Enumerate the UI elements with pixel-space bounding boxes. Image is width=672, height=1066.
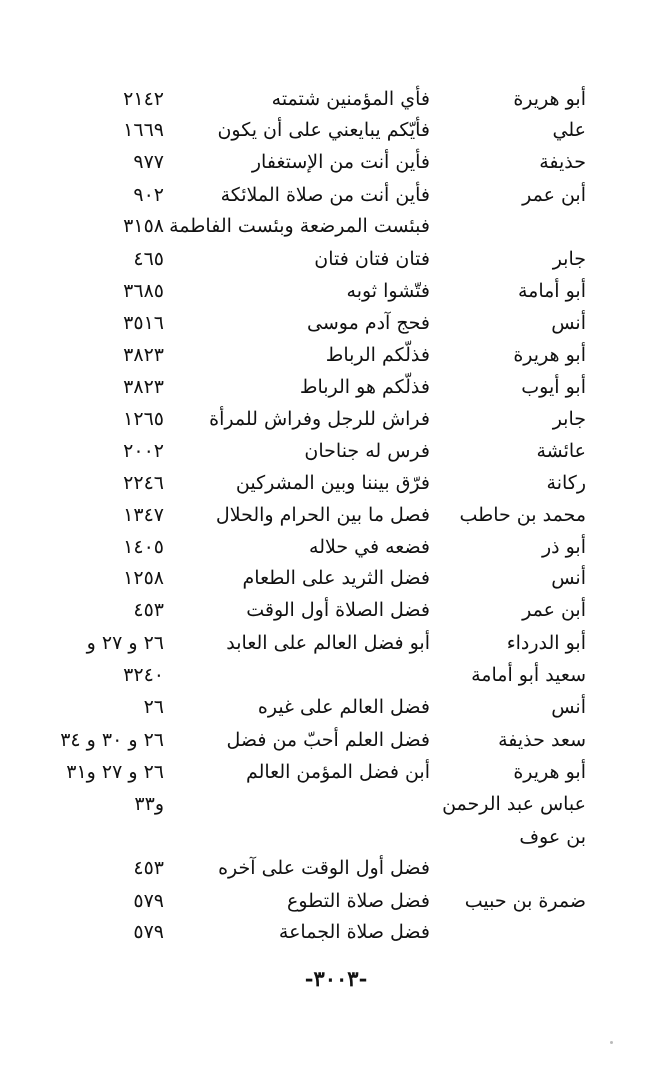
index-row <box>0 595 672 625</box>
hadith-text: فرّق بيننا وبين المشركين <box>235 472 430 494</box>
hadith-text: فبئست المرضعة وبئست الفاطمة <box>169 215 430 237</box>
hadith-number: ٣٦٨٥ <box>123 280 164 302</box>
index-row <box>0 115 672 145</box>
narrator-name: أنس <box>551 312 586 334</box>
narrator-name: أبو الدرداء <box>506 632 586 654</box>
page-number: -٣٠٠٣- <box>304 966 368 991</box>
hadith-text: فأيّكم يبايعني على أن يكون <box>217 119 430 141</box>
index-row <box>0 372 672 402</box>
index-row <box>0 468 672 498</box>
hadith-number: ١٦٦٩ <box>123 119 164 141</box>
narrator-name: أبن عمر <box>522 184 586 206</box>
narrator-name: أبو هريرة <box>513 761 586 783</box>
index-row <box>0 789 672 819</box>
index-row <box>0 660 672 690</box>
hadith-text: فضل أول الوقت على آخره <box>218 857 430 879</box>
index-row <box>0 853 672 883</box>
hadith-text: فتّشوا ثوبه <box>346 280 430 302</box>
hadith-number: ٤٦٥ <box>133 248 164 270</box>
hadith-number: ٩٠٢ <box>133 184 164 206</box>
hadith-number: ١٢٦٥ <box>123 408 164 430</box>
index-row <box>0 180 672 210</box>
hadith-number: ٢٦ و ٣٠ و ٣٤ <box>60 729 164 751</box>
narrator-name: أنس <box>551 696 586 718</box>
hadith-number: ٣٥١٦ <box>123 312 164 334</box>
hadith-text: فضل الثريد على الطعام <box>242 567 430 589</box>
hadith-number: ١٤٠٥ <box>123 536 164 558</box>
hadith-text: فرس له جناحان <box>304 440 430 462</box>
hadith-number: ٢١٤٢ <box>123 88 164 110</box>
index-row <box>0 563 672 593</box>
narrator-name: أبو أمامة <box>517 280 586 302</box>
hadith-text: فأين أنت من الإستغفار <box>251 151 430 173</box>
hadith-text: فضعه في حلاله <box>309 536 430 558</box>
narrator-name: سعيد أبو أمامة <box>471 664 586 686</box>
index-row <box>0 822 672 852</box>
hadith-text: فذلّكم هو الرباط <box>299 376 430 398</box>
index-row <box>0 244 672 274</box>
hadith-text: فضل صلاة الجماعة <box>278 921 430 943</box>
hadith-number: ٩٧٧ <box>133 151 164 173</box>
hadith-number: ٢٦ <box>143 696 164 718</box>
narrator-name: بن عوف <box>519 826 586 848</box>
hadith-text: فأين أنت من صلاة الملائكة <box>220 184 430 206</box>
hadith-text: فضل العالم على غيره <box>257 696 430 718</box>
index-row <box>0 147 672 177</box>
hadith-number: ٣٢٤٠ <box>123 664 164 686</box>
index-row <box>0 532 672 562</box>
hadith-number: ٣٨٢٣ <box>123 376 164 398</box>
hadith-number: ٥٧٩ <box>133 921 164 943</box>
index-row <box>0 436 672 466</box>
hadith-number: ٤٥٣ <box>133 599 164 621</box>
index-row <box>0 276 672 306</box>
hadith-text: فضل العلم أحبّ من فضل <box>226 729 430 751</box>
narrator-name: أبو ذر <box>541 536 586 558</box>
index-row <box>0 757 672 787</box>
hadith-text: فصل ما بين الحرام والحلال <box>215 504 430 526</box>
narrator-name: جابر <box>552 408 586 430</box>
narrator-name: جابر <box>552 248 586 270</box>
hadith-text: أبن فضل المؤمن العالم <box>245 761 430 783</box>
index-row <box>0 500 672 530</box>
index-row <box>0 725 672 755</box>
hadith-text: فتان فتان فتان <box>314 248 430 270</box>
narrator-name: أبو هريرة <box>513 344 586 366</box>
hadith-number: ٥٧٩ <box>133 890 164 912</box>
narrator-name: محمد بن حاطب <box>459 504 586 526</box>
narrator-name: عائشة <box>536 440 586 462</box>
narrator-name: سعد حذيفة <box>498 729 586 751</box>
hadith-text: فراش للرجل وفراش للمرأة <box>209 408 430 430</box>
hadith-number: ٢٠٠٢ <box>123 440 164 462</box>
scan-speck <box>610 1041 613 1044</box>
narrator-name: أبو أيوب <box>521 376 586 398</box>
hadith-text: فأي المؤمنين شتمته <box>271 88 430 110</box>
hadith-number: ٢٦ و ٢٧ و <box>86 632 164 654</box>
index-row <box>0 917 672 947</box>
hadith-text: فحج آدم موسى <box>307 312 430 334</box>
hadith-number: ١٣٤٧ <box>123 504 164 526</box>
narrator-name: ضمرة بن حبيب <box>464 890 586 912</box>
narrator-name: حذيفة <box>539 151 586 173</box>
index-row <box>0 340 672 370</box>
hadith-number: ١٢٥٨ <box>123 567 164 589</box>
hadith-number: ٢٢٤٦ <box>123 472 164 494</box>
narrator-name: أبن عمر <box>522 599 586 621</box>
narrator-name: عباس عبد الرحمن <box>442 793 586 815</box>
hadith-number: ٤٥٣ <box>133 857 164 879</box>
index-row <box>0 692 672 722</box>
index-row <box>0 84 672 114</box>
hadith-number: ٣٨٢٣ <box>123 344 164 366</box>
narrator-name: علي <box>552 119 586 141</box>
narrator-name: أبو هريرة <box>513 88 586 110</box>
hadith-text: فضل صلاة التطوع <box>287 890 430 912</box>
narrator-name: أنس <box>551 567 586 589</box>
index-row <box>0 628 672 658</box>
hadith-number: و٣٣ <box>134 793 164 815</box>
hadith-text: أبو فضل العالم على العابد <box>226 632 430 654</box>
hadith-number: ٢٦ و ٢٧ و٣١ <box>66 761 164 783</box>
index-row <box>0 404 672 434</box>
index-row <box>0 211 672 241</box>
hadith-text: فذلّكم الرباط <box>325 344 430 366</box>
hadith-number: ٣١٥٨ <box>123 215 164 237</box>
index-row <box>0 886 672 916</box>
hadith-text: فضل الصلاة أول الوقت <box>246 599 430 621</box>
narrator-name: ركانة <box>546 472 586 494</box>
index-row <box>0 308 672 338</box>
